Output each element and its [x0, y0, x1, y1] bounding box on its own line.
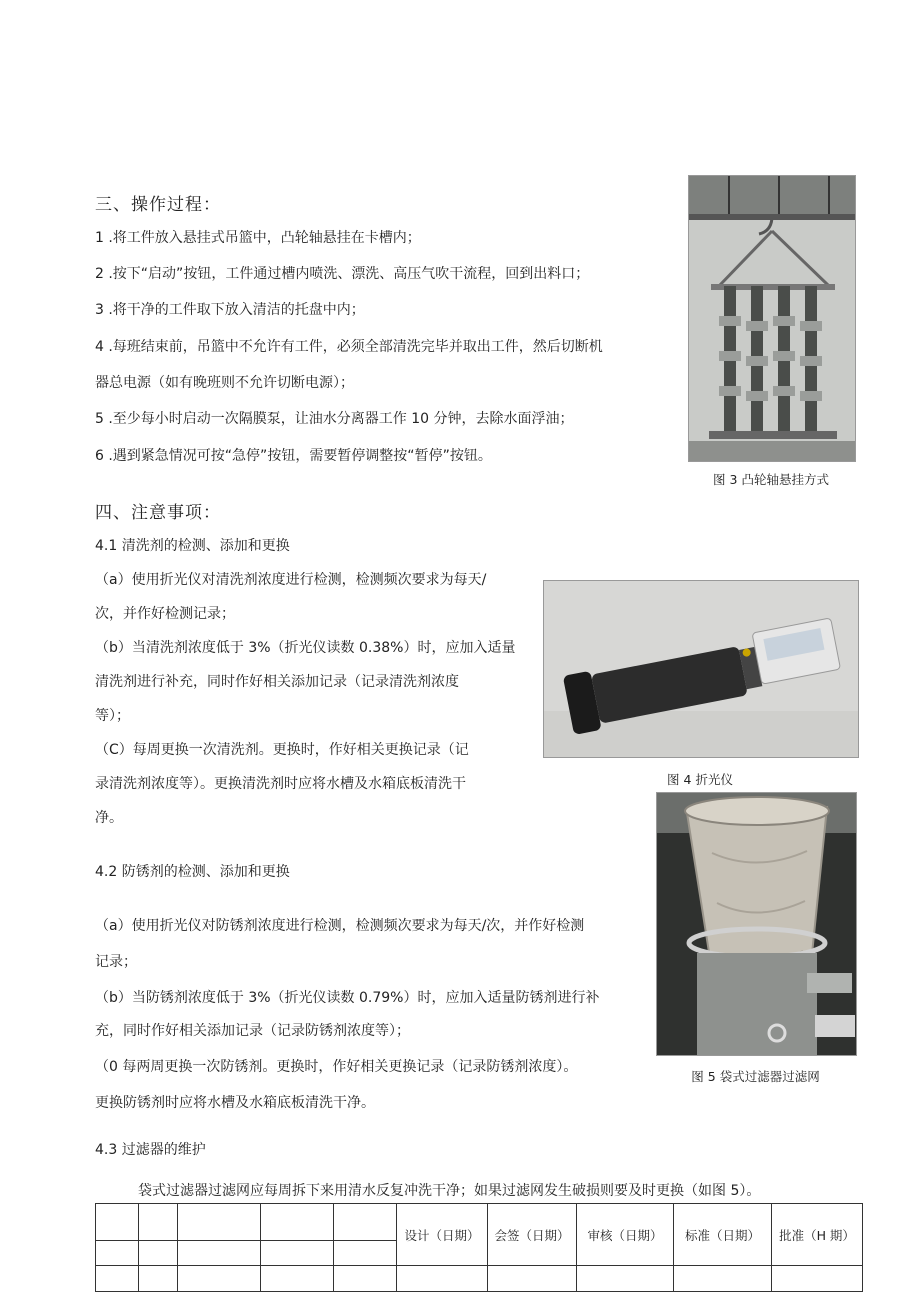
step-4: 4 .每班结束前，吊篮中不允许有工件，必须全部清洗完毕并取出工件，然后切断机 [95, 339, 603, 355]
signoff-approve: 批准（H 期） [772, 1204, 863, 1266]
s41-line-1: （a）使用折光仪对清洗剂浓度进行检测，检测频次要求为每天/ [95, 572, 487, 588]
blank-cell [334, 1241, 397, 1266]
s42-line-2: 记录； [95, 954, 137, 970]
step-3: 3 .将干净的工件取下放入清洁的托盘中内； [95, 302, 365, 318]
section-4-heading: 四、注意事项： [95, 503, 221, 523]
blank-cell [397, 1266, 488, 1292]
blank-cell [261, 1204, 334, 1241]
signoff-countersign: 会签（日期） [488, 1204, 577, 1266]
signoff-design: 设计（日期） [397, 1204, 488, 1266]
s43-text: 袋式过滤器过滤网应每周拆下来用清水反复冲洗干净；如果过滤网发生破损则要及时更换（如图 5）。 [138, 1183, 761, 1199]
blank-cell [261, 1241, 334, 1266]
subsection-4-3-title: 4.3 过滤器的维护 [95, 1142, 206, 1158]
blank-cell [178, 1241, 261, 1266]
s42-line-4: 充，同时作好相关添加记录（记录防锈剂浓度等）； [95, 1023, 410, 1039]
s41-line-2: 次，并作好检测记录； [95, 606, 235, 622]
refractometer-photo [543, 580, 859, 758]
blank-cell [674, 1266, 772, 1292]
signoff-review: 审核（日期） [577, 1204, 674, 1266]
blank-cell [96, 1266, 139, 1292]
subsection-4-1-title: 4.1 清洗剂的检测、添加和更换 [95, 538, 290, 554]
signoff-standard: 标准（日期） [674, 1204, 772, 1266]
blank-cell [334, 1204, 397, 1241]
step-1: 1 .将工件放入悬挂式吊篮中，凸轮轴悬挂在卡槽内； [95, 230, 421, 246]
blank-cell [577, 1266, 674, 1292]
blank-cell [488, 1266, 577, 1292]
s41-line-3: （b）当清洗剂浓度低于 3%（折光仪读数 0.38%）时，应加入适量 [95, 640, 516, 656]
blank-cell [261, 1266, 334, 1292]
blank-cell [139, 1266, 178, 1292]
blank-cell [334, 1266, 397, 1292]
figure-3-caption: 图 3 凸轮轴悬挂方式 [713, 472, 829, 487]
s41-line-8: 净。 [95, 810, 123, 826]
s41-line-6: （C）每周更换一次清洗剂。更换时，作好相关更换记录（记 [95, 742, 469, 758]
s41-line-5: 等）； [95, 708, 130, 724]
s42-line-1: （a）使用折光仪对防锈剂浓度进行检测，检测频次要求为每天/次，并作好检测 [95, 918, 585, 934]
blank-cell [96, 1241, 139, 1266]
camshaft-basket-photo [688, 175, 856, 462]
subsection-4-2-title: 4.2 防锈剂的检测、添加和更换 [95, 864, 290, 880]
step-4-cont: 器总电源（如有晚班则不允许切断电源）； [95, 375, 354, 391]
blank-cell [139, 1204, 178, 1241]
figure-5-caption: 图 5 袋式过滤器过滤网 [691, 1069, 820, 1084]
blank-cell [772, 1266, 863, 1292]
signoff-table [95, 1203, 863, 1292]
s42-line-6: 更换防锈剂时应将水槽及水箱底板清洗干净。 [95, 1095, 375, 1111]
bag-filter-photo [656, 792, 857, 1056]
blank-cell [178, 1266, 261, 1292]
s42-line-5: （0 每两周更换一次防锈剂。更换时，作好相关更换记录（记录防锈剂浓度）。 [95, 1059, 578, 1075]
step-2: 2 .按下“启动”按钮，工件通过槽内喷洗、漂洗、高压气吹干流程，回到出料口； [95, 266, 590, 282]
section-3-heading: 三、操作过程： [95, 195, 221, 215]
blank-cell [96, 1204, 139, 1241]
s41-line-4: 清洗剂进行补充，同时作好相关添加记录（记录清洗剂浓度 [95, 674, 459, 690]
step-5: 5 .至少每小时启动一次隔膜泵，让油水分离器工作 10 分钟，去除水面浮油； [95, 411, 574, 427]
figure-4-caption: 图 4 折光仪 [667, 772, 733, 787]
blank-cell [139, 1241, 178, 1266]
s42-line-3: （b）当防锈剂浓度低于 3%（折光仪读数 0.79%）时，应加入适量防锈剂进行补 [95, 990, 600, 1006]
step-6: 6 .遇到紧急情况可按“急停”按钮，需要暂停调整按“暂停”按钮。 [95, 448, 492, 464]
blank-cell [178, 1204, 261, 1241]
s41-line-7: 录清洗剂浓度等）。更换清洗剂时应将水槽及水箱底板清洗干 [95, 776, 466, 792]
